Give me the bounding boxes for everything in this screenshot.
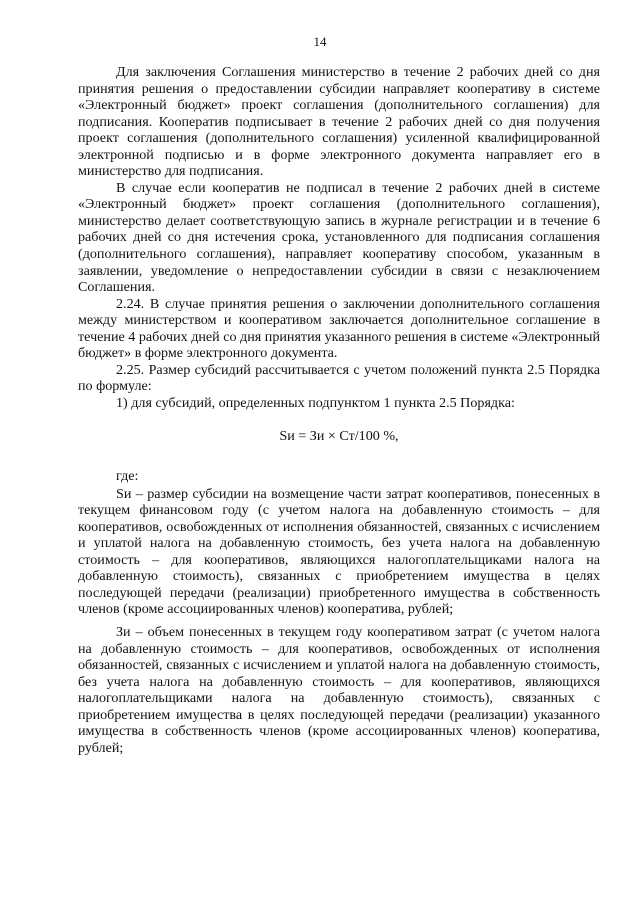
paragraph-subsidy-item-1: 1) для субсидий, определенных подпунктом 1 пункта 2.5 Порядка: bbox=[116, 394, 515, 411]
paragraph-2-25: 2.25. Размер субсидий рассчитывается с учетом положений пункта 2.5 Порядка по формуле: bbox=[78, 361, 600, 395]
paragraph-2-24: 2.24. В случае принятия решения о заключении дополнительного соглашения между министерством и кооперативом заключается дополнительное соглашение в течение 4 рабочих дней со дня принятия указанного решения в системе «Электронный бюджет» в форме электронного документа. bbox=[78, 295, 601, 362]
definition-zi: Зи – объем понесенных в текущем году кооперативом затрат (с учетом налога на добавленную стоимость – для кооперативов, освобожденных от исполнения обязанностей, связанных с исчислением и уплатой налога на добавленную стоимость, без учета налога на добавленную стоимость – для кооперативов, являющихся налогоплательщиками налога на добавленную стоимость), связанных с приобретением имущества в целях последующей передачи (реализации) указанного имущества в собственность членов (кроме ассоциированных членов) кооператива, рублей; bbox=[78, 623, 600, 756]
paragraph-unsigned-agreement: В случае если кооператив не подписал в течение 2 рабочих дней в системе «Электронный бюджет» проект соглашения (дополнительного соглашения), министерство делает соответствующую запись в журнале регистрации и в течение 6 рабочих дней со дня истечения срока, установленного для подписания соглашения (дополнительного соглашения), направляет кооперативу способом, указанным в заявлении, уведомление о непредоставлении субсидии в связи с незаключением Соглашения. bbox=[78, 179, 600, 296]
formula-where-label: где: bbox=[116, 468, 139, 485]
document-body bbox=[78, 64, 600, 756]
definition-si: Sи – размер субсидии на возмещение части затрат кооперативов, понесенных в текущем финансовом году (с учетом налога на добавленную стоимость – для кооперативов, освобожденных от исполнения обязанностей, связанных с исчислением и уплатой налога на добавленную стоимость, без учета налога на добавленную стоимость – для кооперативов, являющихся налогоплательщиками налога на добавленную стоимость), связанных с приобретением имущества в целях последующей передачи (реализации) приобретенного имущества в собственность членов (кроме ассоциированных членов) кооператива, рублей; bbox=[78, 485, 600, 618]
paragraph-agreement-procedure: Для заключения Соглашения министерство в течение 2 рабочих дней со дня принятия решения о предоставлении субсидии направляет кооперативу в системе «Электронный бюджет» проект соглашения (дополнительного соглашения) для подписания. Кооператив подписывает в течение 2 рабочих дней со дня получения проект соглашения (дополнительного соглашения) усиленной квалифицированной электронной подписью и в форме электронного документа направляет его в министерство для подписания. bbox=[78, 64, 600, 180]
subsidy-formula: Sи = Зи × Ст/100 %, bbox=[279, 428, 399, 445]
page-number: 14 bbox=[313, 34, 327, 49]
